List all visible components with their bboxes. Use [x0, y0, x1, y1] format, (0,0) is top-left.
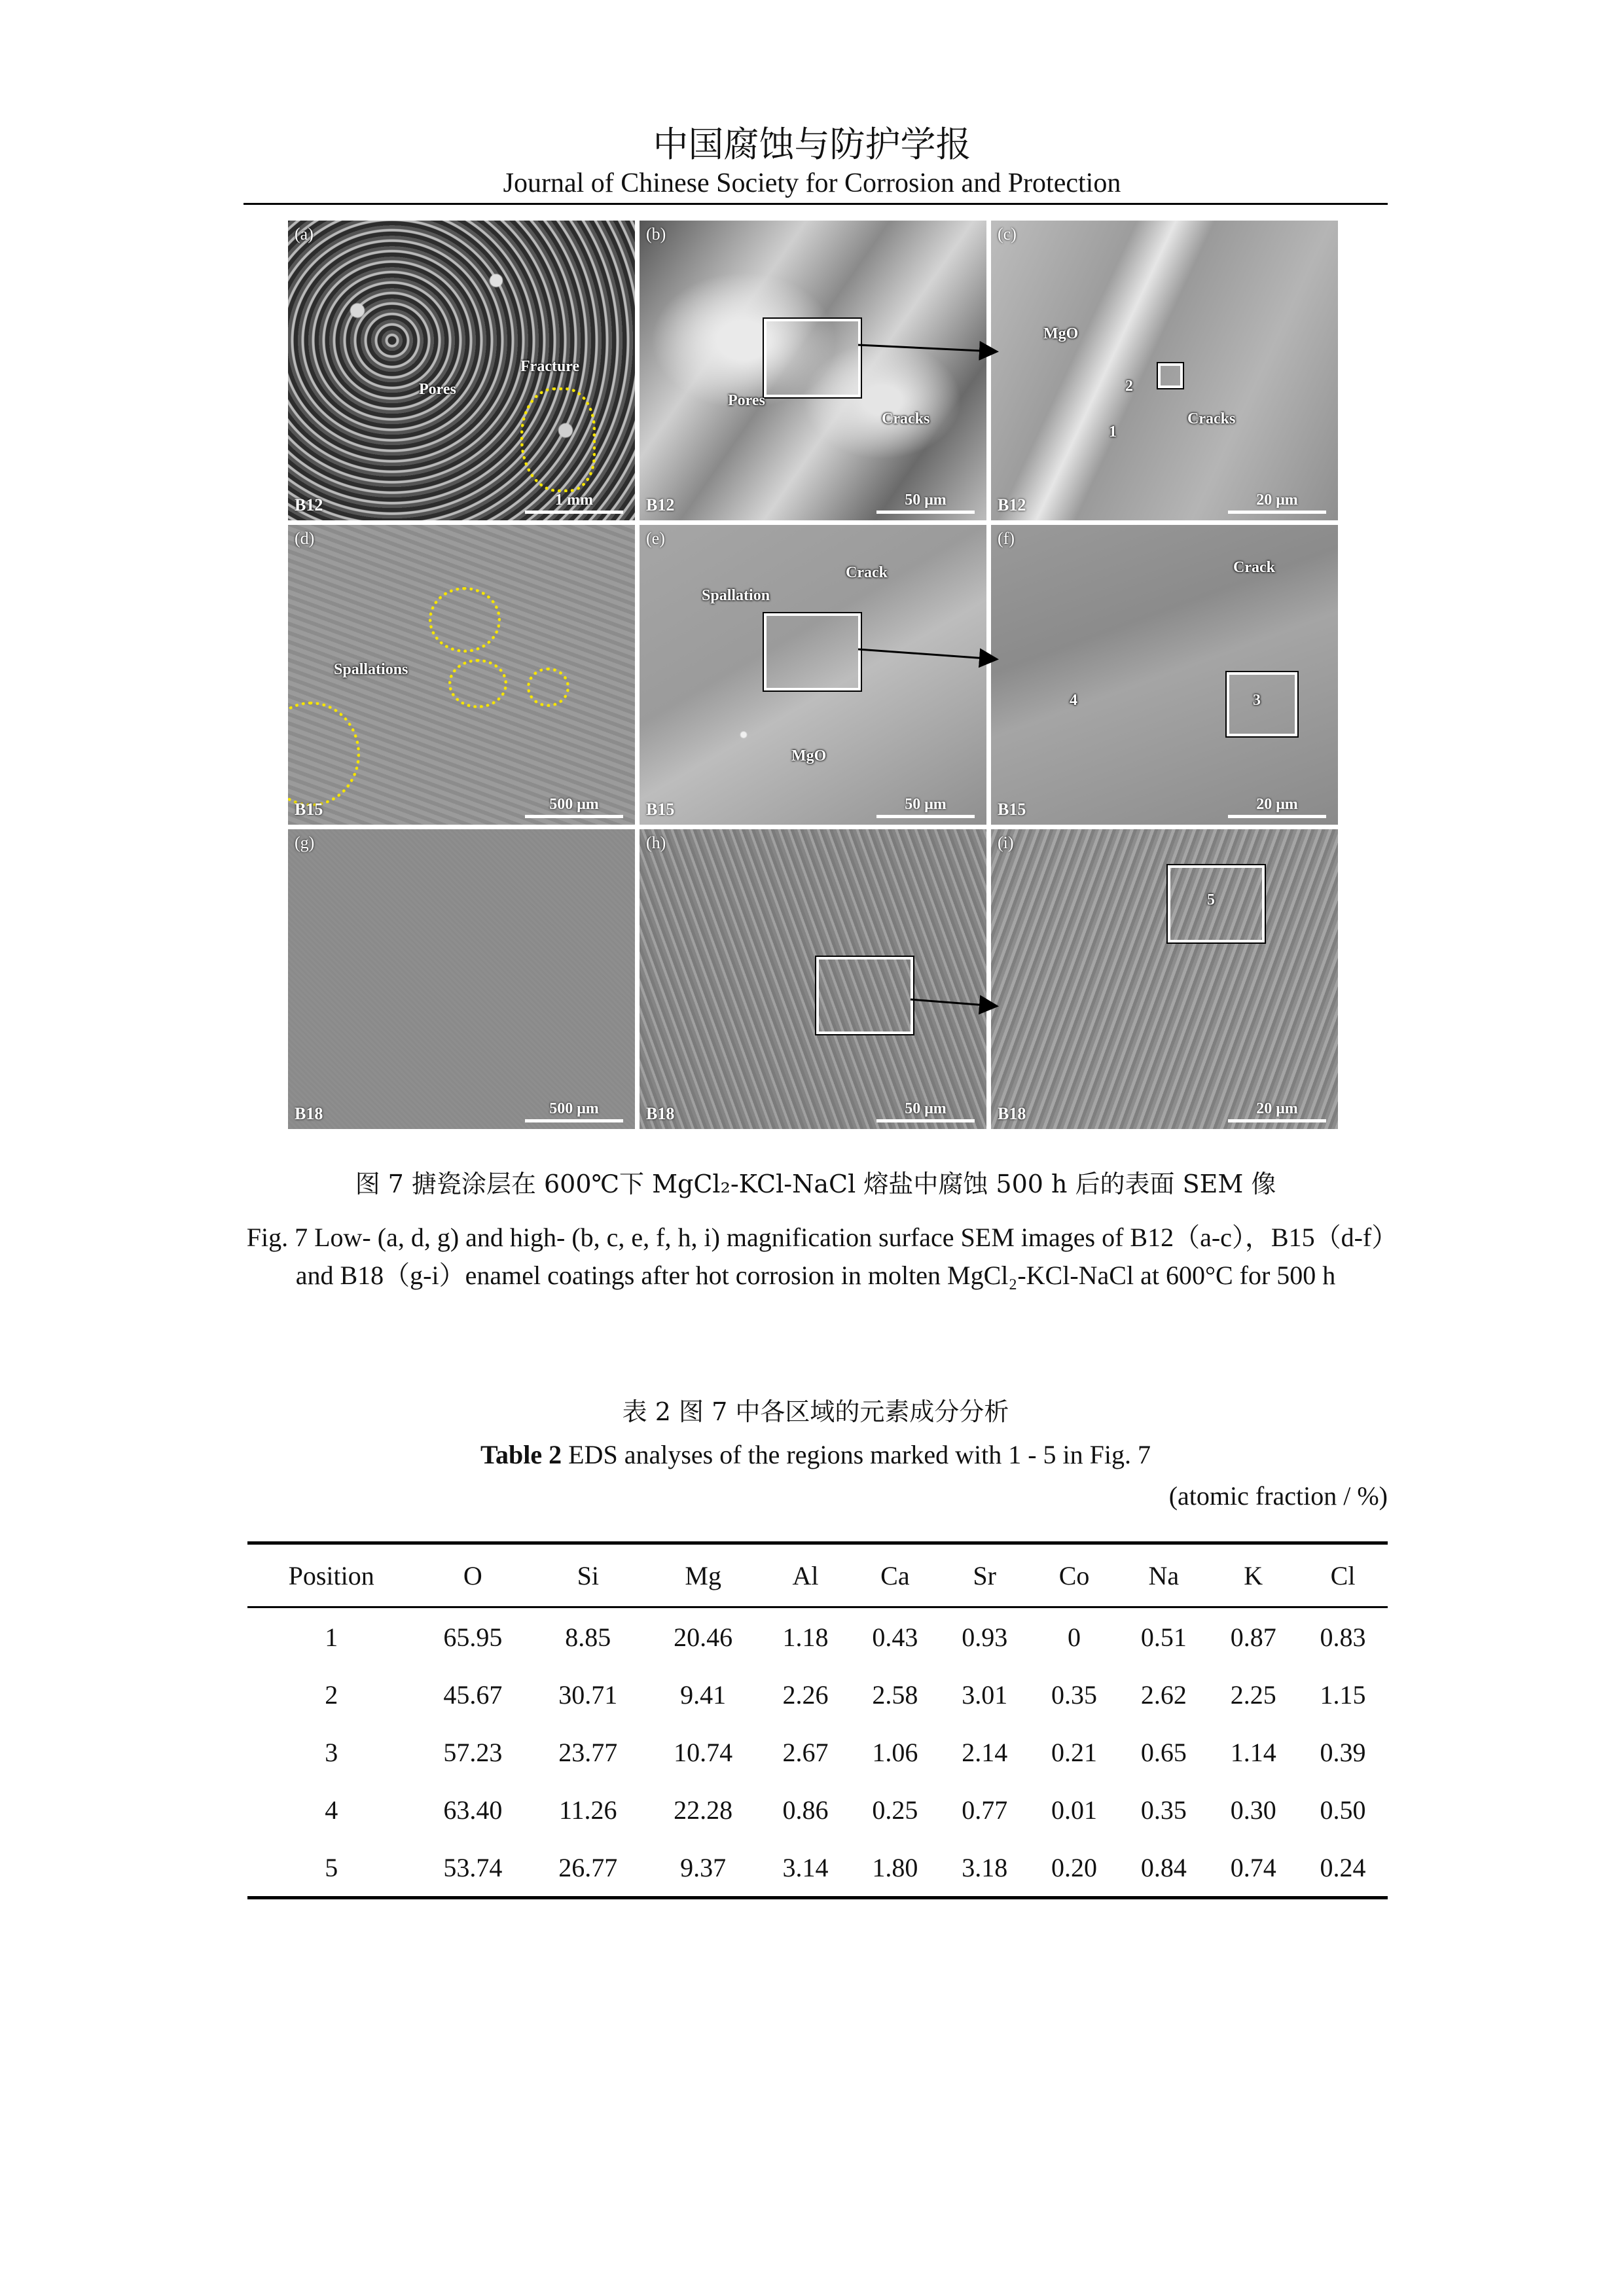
- region-box-2: [1158, 363, 1183, 388]
- scale-bar: 500 μm: [525, 1100, 623, 1122]
- table-row: [247, 1839, 1388, 1898]
- panel-label: (b): [646, 224, 666, 243]
- table-cell: 3: [325, 1737, 338, 1767]
- header-cell: Position: [288, 1560, 374, 1590]
- annotation-crack: Crack: [1233, 559, 1275, 576]
- table-cell: 1.18: [782, 1622, 829, 1652]
- table-row: [247, 1666, 1388, 1723]
- sem-panel-i: [991, 829, 1338, 1129]
- table-cell: 0.87: [1230, 1622, 1276, 1652]
- table-cell: 0.35: [1140, 1795, 1187, 1825]
- panel-label: (a): [295, 224, 314, 243]
- table-cell: 0.74: [1230, 1852, 1276, 1882]
- sem-panel-c: [991, 221, 1338, 520]
- table-title-en: [244, 1436, 1388, 1474]
- table-cell: 1.15: [1320, 1679, 1366, 1710]
- annotation-fracture: Fracture: [520, 358, 580, 375]
- sample-label: B12: [295, 495, 323, 514]
- sem-panel-h: [640, 829, 986, 1129]
- table-title-text: EDS analyses of the regions marked with 1 - 5 in Fig. 7: [562, 1440, 1151, 1469]
- table-cell: 30.71: [558, 1679, 618, 1710]
- annotation-spallation: Spallation: [702, 587, 770, 604]
- spallation-outline: [429, 587, 501, 653]
- scale-bar: 50 μm: [876, 492, 975, 514]
- table-cell: 4: [325, 1795, 338, 1825]
- table-cell: 2.25: [1230, 1679, 1276, 1710]
- table-cell: 2.58: [872, 1679, 918, 1710]
- table-cell: 65.95: [443, 1622, 503, 1652]
- sample-label: B18: [295, 1104, 323, 1123]
- table-cell: 0.83: [1320, 1622, 1366, 1652]
- panel-label: (f): [998, 529, 1015, 548]
- sample-label: B18: [646, 1104, 675, 1123]
- journal-title-cn: 中国腐蚀与防护学报: [653, 124, 971, 165]
- position-marker-5: 5: [1207, 891, 1215, 908]
- sem-panel-g: [288, 829, 635, 1129]
- annotation-mgo: MgO: [791, 747, 827, 764]
- table-cell: 57.23: [443, 1737, 503, 1767]
- table-number: Table 2: [480, 1440, 562, 1469]
- region-box-3: [1227, 672, 1297, 736]
- table-row: [247, 1781, 1388, 1839]
- table-cell: 0.77: [962, 1795, 1008, 1825]
- sample-label: B12: [646, 495, 675, 514]
- table-cell: 0.21: [1051, 1737, 1098, 1767]
- sem-panel-e: [640, 525, 986, 825]
- header-cell: O: [463, 1560, 482, 1590]
- table-cell: 2.14: [962, 1737, 1008, 1767]
- zoom-region-box: [816, 957, 913, 1034]
- table-cell: 53.74: [443, 1852, 503, 1882]
- table-cell: 1: [325, 1622, 338, 1652]
- table-cell: 2.26: [782, 1679, 829, 1710]
- annotation-crack: Crack: [846, 564, 888, 581]
- table-cell: 23.77: [558, 1737, 618, 1767]
- sample-label: B15: [998, 800, 1026, 819]
- table-cell: 0.39: [1320, 1737, 1366, 1767]
- table-cell: 3.18: [962, 1852, 1008, 1882]
- table-cell: 10.74: [674, 1737, 733, 1767]
- scale-bar: 20 μm: [1228, 492, 1326, 514]
- table-cell: 5: [325, 1852, 338, 1882]
- zoom-region-box: [764, 319, 861, 397]
- header-cell: Na: [1148, 1560, 1180, 1590]
- sem-panel-d: [288, 525, 635, 825]
- sem-figure: [288, 221, 1338, 1129]
- table-cell: 0.51: [1140, 1622, 1187, 1652]
- scale-bar: 20 μm: [1228, 796, 1326, 818]
- scale-bar: 50 μm: [876, 1100, 975, 1122]
- panel-label: (e): [646, 529, 665, 548]
- region-box-5: [1168, 865, 1265, 942]
- table-cell: 0.01: [1051, 1795, 1098, 1825]
- header-cell: Ca: [880, 1560, 910, 1590]
- scale-bar: 500 μm: [525, 796, 623, 818]
- table-cell: 9.41: [680, 1679, 727, 1710]
- table-cell: 0.65: [1140, 1737, 1187, 1767]
- journal-title-en: Journal of Chinese Society for Corrosion and Protection: [503, 168, 1121, 198]
- figure-caption-cn: 图 7 搪瓷涂层在 600℃下 MgCl₂-KCl-NaCl 熔盐中腐蚀 500 h 后的表面 SEM 像: [355, 1170, 1276, 1198]
- table-cell: 3.01: [962, 1679, 1008, 1710]
- table-cell: 11.26: [559, 1795, 617, 1825]
- table-cell: 0.30: [1230, 1795, 1276, 1825]
- header-cell: Sr: [973, 1560, 996, 1590]
- scale-bar: 50 μm: [876, 796, 975, 818]
- table-title-cn: 表 2 图 7 中各区域的元素成分分析: [622, 1397, 1009, 1426]
- sample-label: B18: [998, 1104, 1026, 1123]
- position-marker-2: 2: [1125, 378, 1133, 395]
- table-cell: 0.86: [782, 1795, 829, 1825]
- annotation-pores: Pores: [419, 381, 456, 398]
- header-cell: Si: [577, 1560, 599, 1590]
- panel-label: (d): [295, 529, 315, 548]
- scale-bar: 1 mm: [525, 492, 623, 514]
- header-cell: Cl: [1330, 1560, 1356, 1590]
- position-marker-4: 4: [1070, 692, 1077, 709]
- table-row: [247, 1607, 1388, 1666]
- annotation-pores: Pores: [728, 392, 765, 409]
- panel-label: (i): [998, 833, 1014, 852]
- header-rule: [244, 203, 1388, 205]
- annotation-cracks: Cracks: [882, 410, 930, 427]
- spallation-outline: [527, 668, 569, 707]
- panel-label: (c): [998, 224, 1017, 243]
- table-cell: 2.62: [1140, 1679, 1187, 1710]
- table-cell: 9.37: [680, 1852, 727, 1882]
- table-cell: 1.14: [1230, 1737, 1276, 1767]
- zoom-region-box: [764, 613, 861, 691]
- sem-panel-b: [640, 221, 986, 520]
- table-cell: 1.06: [872, 1737, 918, 1767]
- table-cell: 3.14: [782, 1852, 829, 1882]
- table-cell: 0.43: [872, 1622, 918, 1652]
- panel-label: (g): [295, 833, 315, 852]
- annotation-mgo: MgO: [1043, 325, 1079, 342]
- header-cell: Al: [792, 1560, 819, 1590]
- table-cell: 2.67: [782, 1737, 829, 1767]
- fracture-outline: [520, 387, 596, 492]
- table-row: [247, 1723, 1388, 1781]
- table-cell: 26.77: [558, 1852, 618, 1882]
- table-cell: 8.85: [565, 1622, 611, 1652]
- table-cell: 0.25: [872, 1795, 918, 1825]
- table-header-row: [247, 1543, 1388, 1607]
- table-cell: 0.84: [1140, 1852, 1187, 1882]
- table-cell: 63.40: [443, 1795, 503, 1825]
- table-cell: 0: [1068, 1622, 1081, 1652]
- spallation-outline: [288, 702, 360, 806]
- table-cell: 2: [325, 1679, 338, 1710]
- position-marker-3: 3: [1253, 692, 1261, 709]
- spallation-outline: [448, 659, 507, 708]
- table-unit-note: (atomic fraction / %): [1168, 1481, 1388, 1511]
- table-cell: 0.24: [1320, 1852, 1366, 1882]
- sample-label: B12: [998, 495, 1026, 514]
- sample-label: B15: [295, 800, 323, 819]
- panel-label: (h): [646, 833, 666, 852]
- sem-panel-a: [288, 221, 635, 520]
- scale-bar: 20 μm: [1228, 1100, 1326, 1122]
- annotation-cracks: Cracks: [1187, 410, 1236, 427]
- position-marker-1: 1: [1109, 423, 1117, 440]
- table-cell: 0.35: [1051, 1679, 1098, 1710]
- annotation-spallations: Spallations: [334, 661, 408, 678]
- sample-label: B15: [646, 800, 675, 819]
- table-cell: 20.46: [674, 1622, 733, 1652]
- sem-panel-f: [991, 525, 1338, 825]
- table-cell: 45.67: [443, 1679, 503, 1710]
- table-cell: 22.28: [674, 1795, 733, 1825]
- table-cell: 0.93: [962, 1622, 1008, 1652]
- table-cell: 0.50: [1320, 1795, 1366, 1825]
- eds-table: [247, 1541, 1388, 1899]
- header-cell: K: [1244, 1560, 1263, 1590]
- figure-caption-en: Fig. 7 Low- (a, d, g) and high- (b, c, e, f, h, i) magnification surface SEM images of B12（a-c），B15（d-f）and B18（g-i）enamel coatings after hot corrosion in molten MgCl₂-KCl-NaCl at 600°C for 500 h: [246, 1223, 1385, 1290]
- table-cell: 1.80: [872, 1852, 918, 1882]
- header-cell: Co: [1058, 1560, 1090, 1590]
- header-cell: Mg: [685, 1560, 721, 1590]
- table-cell: 0.20: [1051, 1852, 1098, 1882]
